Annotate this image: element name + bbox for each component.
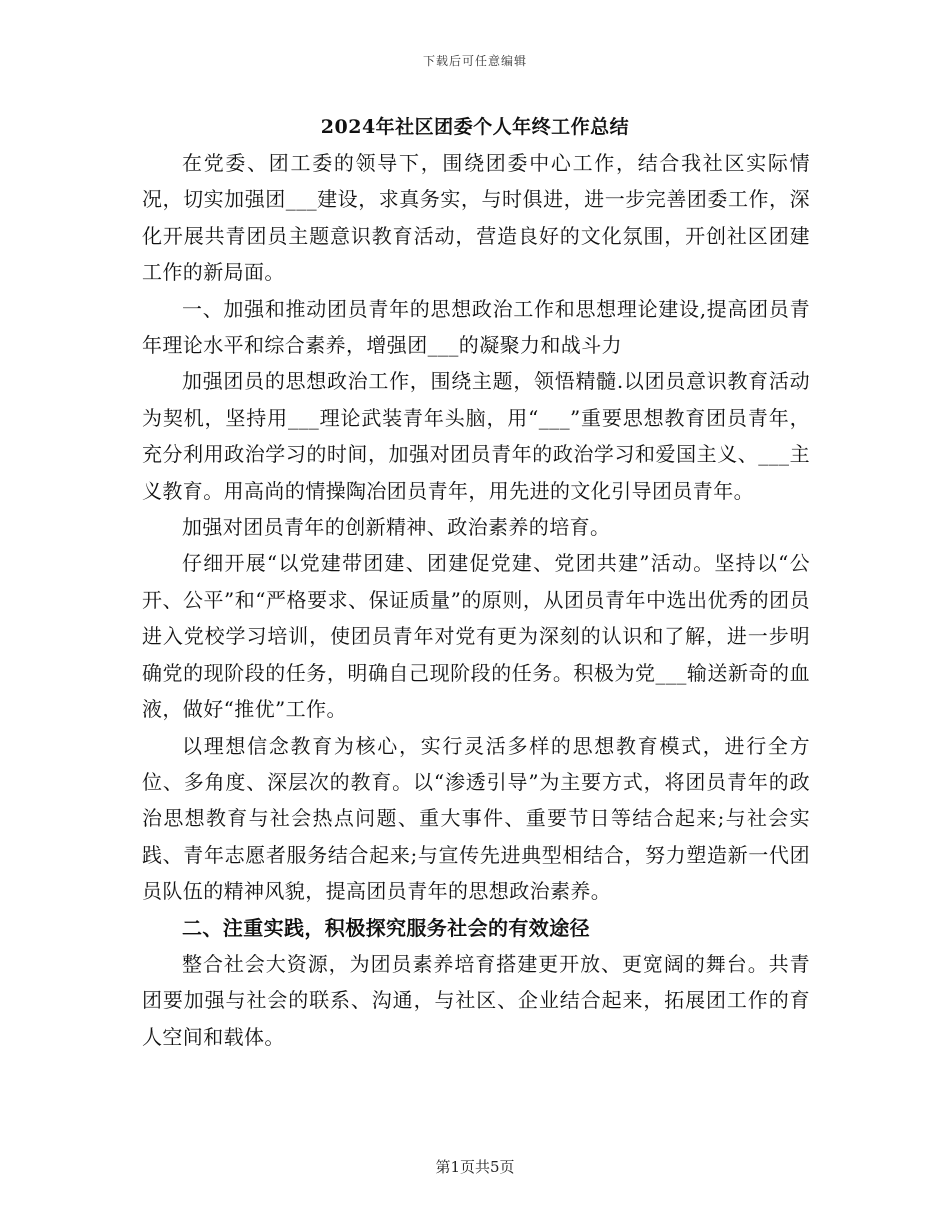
paragraph-ideal-education: 以理想信念教育为核心，实行灵活多样的思想教育模式，进行全方位、多角度、深层次的教育。以“渗透引导”为主要方式，将团员青年的政治思想教育与社会热点问题、重大事件、重要节日等结合起来;与社会实践、青年志愿者服务结合起来;与宣传先进典型相结合，努力塑造新一代团员队伍的精神风貌，提高团员青年的思想政治素养。 — [142, 733, 810, 904]
paragraph-party-building: 仔细开展“以党建带团建、团建促党建、党团共建”活动。坚持以“公开、公平”和“严格要求、保证质量”的原则，从团员青年中选出优秀的团员进入党校学习培训，使团员青年对党有更为深刻的认识和了解，进一步明确党的现阶段的任务，明确自己现阶段的任务。积极为党___输送新奇的血液，做好“推优”工作。 — [142, 551, 810, 722]
paragraph-intro: 在党委、团工委的领导下，围绕团委中心工作，结合我社区实际情况，切实加强团___建设，求真务实，与时俱进，进一步完善团委工作，深化开展共青团员主题意识教育活动，营造良好的文化氛围，开创社区团建工作的新局面。 — [142, 151, 810, 285]
paragraph-social-resources: 整合社会大资源，为团员素养培育搭建更开放、更宽阔的舞台。共青团要加强与社会的联系、沟通，与社区、企业结合起来，拓展团工作的育人空间和载体。 — [142, 951, 810, 1049]
page-indicator: 第1页共5页 — [435, 1158, 515, 1176]
paragraph-ideological-work: 加强团员的思想政治工作，围绕主题，领悟精髓.以团员意识教育活动为契机，坚持用___理论武装青年头脑，用“___”重要思想教育团员青年，充分利用政治学习的时间，加强对团员青年的政治学习和爱国主义、___主义教育。用高尚的情操陶冶团员青年，用先进的文化引导团员青年。 — [142, 369, 810, 503]
paragraph-section-1-heading: 一、加强和推动团员青年的思想政治工作和思想理论建设,提高团员青年理论水平和综合素养，增强团___的凝聚力和战斗力 — [142, 296, 810, 358]
header-note: 下载后可任意编辑 — [422, 54, 527, 68]
paragraph-innovation: 加强对团员青年的创新精神、政治素养的培育。 — [182, 515, 611, 540]
document-title: 2024年社区团委个人年终工作总结 — [320, 116, 630, 138]
section-2-heading: 二、注重实践，积极探究服务社会的有效途径 — [182, 915, 590, 940]
document-body — [142, 145, 810, 1055]
